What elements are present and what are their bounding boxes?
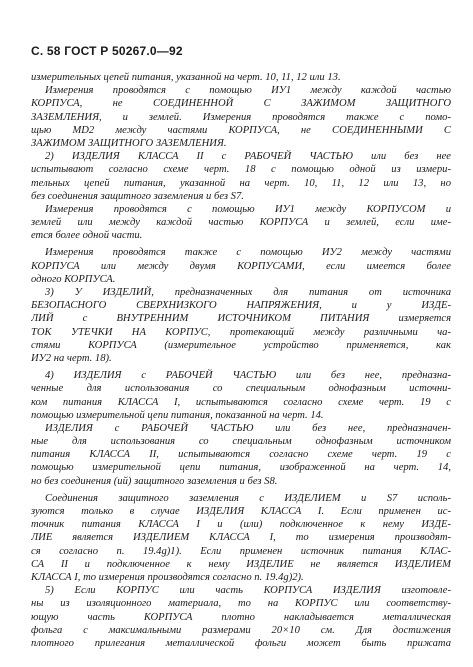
text-line: ны из изоляционного материала, то на КОРПУС или соответству- xyxy=(31,598,451,610)
text-line: измерительных цепей питания, указанной на черт. 10, 11, 12 или 13. xyxy=(31,72,341,83)
page-header xyxy=(31,44,183,58)
text-line: ющую часть КОРПУСА плотно накладывается металлическая xyxy=(31,611,451,623)
text-line: ИЗДЕЛИЯ с РАБОЧЕЙ ЧАСТЬЮ или без нее, предназначен- xyxy=(45,422,451,434)
text-line: ИУ2 на черт. 18). xyxy=(31,352,112,364)
text-line: землей или между каждой частью КОРПУСА и землей, если име- xyxy=(31,217,451,229)
text-line: КОРПУСА, не СОЕДИНЕННОЙ С ЗАЖИМОМ ЗАЩИТНОГО xyxy=(31,98,451,110)
text-line: плотного прилегания металлической фольги может быть прижата xyxy=(31,637,451,649)
text-line: ные для использования со специальным однофазным источником xyxy=(31,436,451,448)
text-line: 5) Если КОРПУС или часть КОРПУСА ИЗДЕЛИЯ изготовле- xyxy=(45,585,451,597)
text-line: ся согласно п. 19.4g)1). Если применен источник питания КЛАС- xyxy=(31,545,451,557)
text-line: щью MD2 между частями КОРПУСА, не СОЕДИНЕННЫМИ С xyxy=(31,124,451,136)
text-line: ЗАЗЕМЛЕНИЯ, и землей. Измерения проводятся также с помо- xyxy=(31,111,451,123)
text-line: ком питания КЛАССА I, испытываются согласно схеме черт. 19 с xyxy=(31,396,451,408)
text-line: зуются только в случае ИЗДЕЛИЯ КЛАССА I. Если применен ис- xyxy=(31,506,451,517)
text-line: КОРПУСА или между двумя КОРПУСАМИ, если имеется более xyxy=(31,260,451,272)
text-line: испытывают согласно схеме черт. 18 с помощью одной из измери- xyxy=(31,164,451,176)
text-line: помощью измерительной цепи питания, показанной на черт. 14. xyxy=(31,409,324,421)
text-line: ченные для использования со специальным однофазным источни- xyxy=(31,383,451,395)
text-line: помощью измерительной цепи питания, изображенной на черт. 14, xyxy=(31,462,451,474)
text-line: без соединения защитного заземления и без S7. xyxy=(31,190,244,202)
text-line: ЛИЙ с ВНУТРЕННИМ ИСТОЧНИКОМ ПИТАНИЯ измеряется xyxy=(31,313,451,325)
text-line: тельных цепей питания, указанной на черт. 10, 11, 12 или 13, но xyxy=(31,177,451,189)
text-line: ТОК УТЕЧКИ НА КОРПУС, протекающий между различными ча- xyxy=(31,326,451,338)
text-line: но без соединения (ий) защитного заземления и без S8. xyxy=(31,475,278,487)
page-number: С. 58 xyxy=(31,44,61,58)
text-line: СА II и подключенное к нему ИЗДЕЛИЕ не является ИЗДЕЛИЕМ xyxy=(31,558,451,570)
text-line: 2) ИЗДЕЛИЯ КЛАССА II с РАБОЧЕЙ ЧАСТЬЮ или без нее xyxy=(45,151,451,163)
text-line: питания КЛАССА II, испытываются согласно схеме черт. 19 с xyxy=(31,449,451,461)
body-text xyxy=(31,71,451,650)
text-line: 3) У ИЗДЕЛИЙ, предназначенных для питания от источника xyxy=(45,287,451,298)
text-line: БЕЗОПАСНОГО СВЕРХНИЗКОГО НАПРЯЖЕНИЯ, и у ИЗДЕ- xyxy=(31,300,451,312)
text-line: точник питания КЛАССА I и (или) подключенное к нему ИЗДЕ- xyxy=(31,519,451,531)
text-line: ЗАЖИМОМ ЗАЩИТНОГО ЗАЗЕМЛЕНИЯ. xyxy=(31,137,227,149)
text-line: стями КОРПУСА (измерительное устройство применяется, как xyxy=(31,339,451,351)
text-line: Соединения защитного заземления с ИЗДЕЛИЕМ и S7 исполь- xyxy=(45,492,451,504)
standard-designation: ГОСТ Р 50267.0—92 xyxy=(64,44,183,58)
text-line: ЛИЕ является ИЗДЕЛИЕМ КЛАССА I, то измерения производят- xyxy=(31,532,451,544)
text-line: 4) ИЗДЕЛИЯ с РАБОЧЕЙ ЧАСТЬЮ или без нее, предназна- xyxy=(45,370,451,382)
text-line: Измерения проводятся с помощью ИУ1 между каждой частью xyxy=(45,85,451,97)
text-line: фольга с максимальными размерами 20×10 см. Для достижения xyxy=(31,624,451,636)
text-line: КЛАССА I, то измерения производятся согласно п. 19.4g)2). xyxy=(31,571,304,583)
text-line: Измерения проводятся с помощью ИУ1 между КОРПУСОМ и xyxy=(45,203,451,215)
text-line: Измерения проводятся также с помощью ИУ2 между частями xyxy=(45,247,451,259)
text-line: одного КОРПУСА. xyxy=(31,273,116,285)
text-line: ется более одной части. xyxy=(31,230,143,242)
